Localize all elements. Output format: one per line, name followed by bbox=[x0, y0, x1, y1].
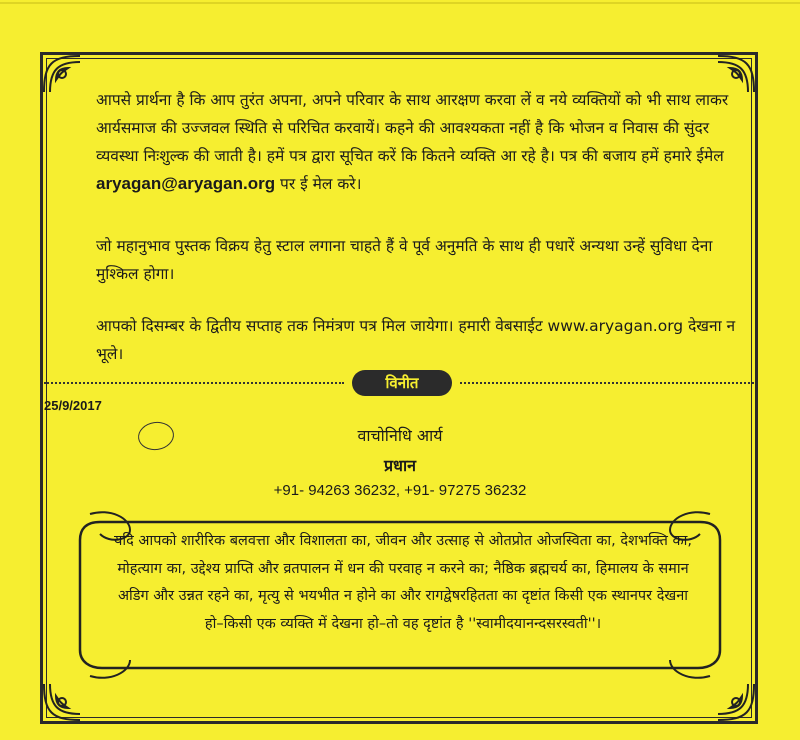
contact-phones: +91- 94263 36232, +91- 97275 36232 bbox=[273, 482, 527, 499]
fold-line bbox=[0, 2, 800, 4]
paragraph-reservation-text: आपसे प्रार्थना है कि आप तुरंत अपना, अपने परिवार के साथ आरक्षण करवा लें व नये व्यक्तियों को भी साथ लाकर आर्यसमाज की उज्जवल स्थिति से परिचित करवायें। कहने की आवश्यकता नहीं है कि भोजन व निवास की सुंदर व्यवस्था निःशुल्क की जाती है। हमें पत्र द्वारा सूचित करें कि कितने व्यक्ति आ रहे है। पत्र की बजाय हमें हमारे ईमेल bbox=[96, 91, 729, 165]
dayanand-quote: यदि आपको शारीरिक बलवत्ता और विशालता का, जीवन और उत्साह से ओतप्रोत ओजस्विता का, देशभक्ति का, मोहत्याग का, उद्देश्य प्राप्ति और व्रतपालन में धन की परवाह न करने का; नैष्ठिक ब्रह्मचर्य का, हिमालय के समान अडिग और उन्नत रहने का, मृत्यु से भयभीत न होने का और रागद्वेषरहितता का दृष्टांत किसी एक स्थानपर देखना हो–किसी एक व्यक्ति में देखना हो–तो वह दृष्टांत है ''स्वामीदयानन्दसरस्वती''। bbox=[113, 533, 693, 632]
divider-left bbox=[44, 382, 344, 384]
paragraph-book-stall: जो महानुभाव पुस्तक विक्रय हेतु स्टाल लगाना चाहते हैं वे पूर्व अनुमति के साथ ही पधारें अन्यथा उन्हें सुविधा देना मुश्किल होगा। bbox=[96, 237, 713, 283]
signatory-name: वाचोनिधि आर्य bbox=[357, 426, 443, 445]
ornament-corner-icon bbox=[714, 680, 758, 724]
email-address: aryagan@aryagan.org bbox=[96, 174, 276, 193]
paragraph-website: आपको दिसम्बर के द्वितीय सप्ताह तक निमंत्रण पत्र मिल जायेगा। हमारी वेबसाईट www.aryagan.org देखना न भूले। bbox=[96, 317, 736, 363]
ornament-corner-icon bbox=[40, 52, 84, 96]
paragraph-reservation bbox=[96, 86, 746, 198]
vinit-badge: विनीत bbox=[352, 370, 452, 396]
paragraph-reservation-end: पर ई मेल करे। bbox=[280, 175, 362, 193]
ornament-corner-icon bbox=[40, 680, 84, 724]
divider-right bbox=[460, 382, 754, 384]
signatory-title: प्रधान bbox=[384, 456, 416, 475]
letter-date: 25/9/2017 bbox=[44, 398, 102, 413]
